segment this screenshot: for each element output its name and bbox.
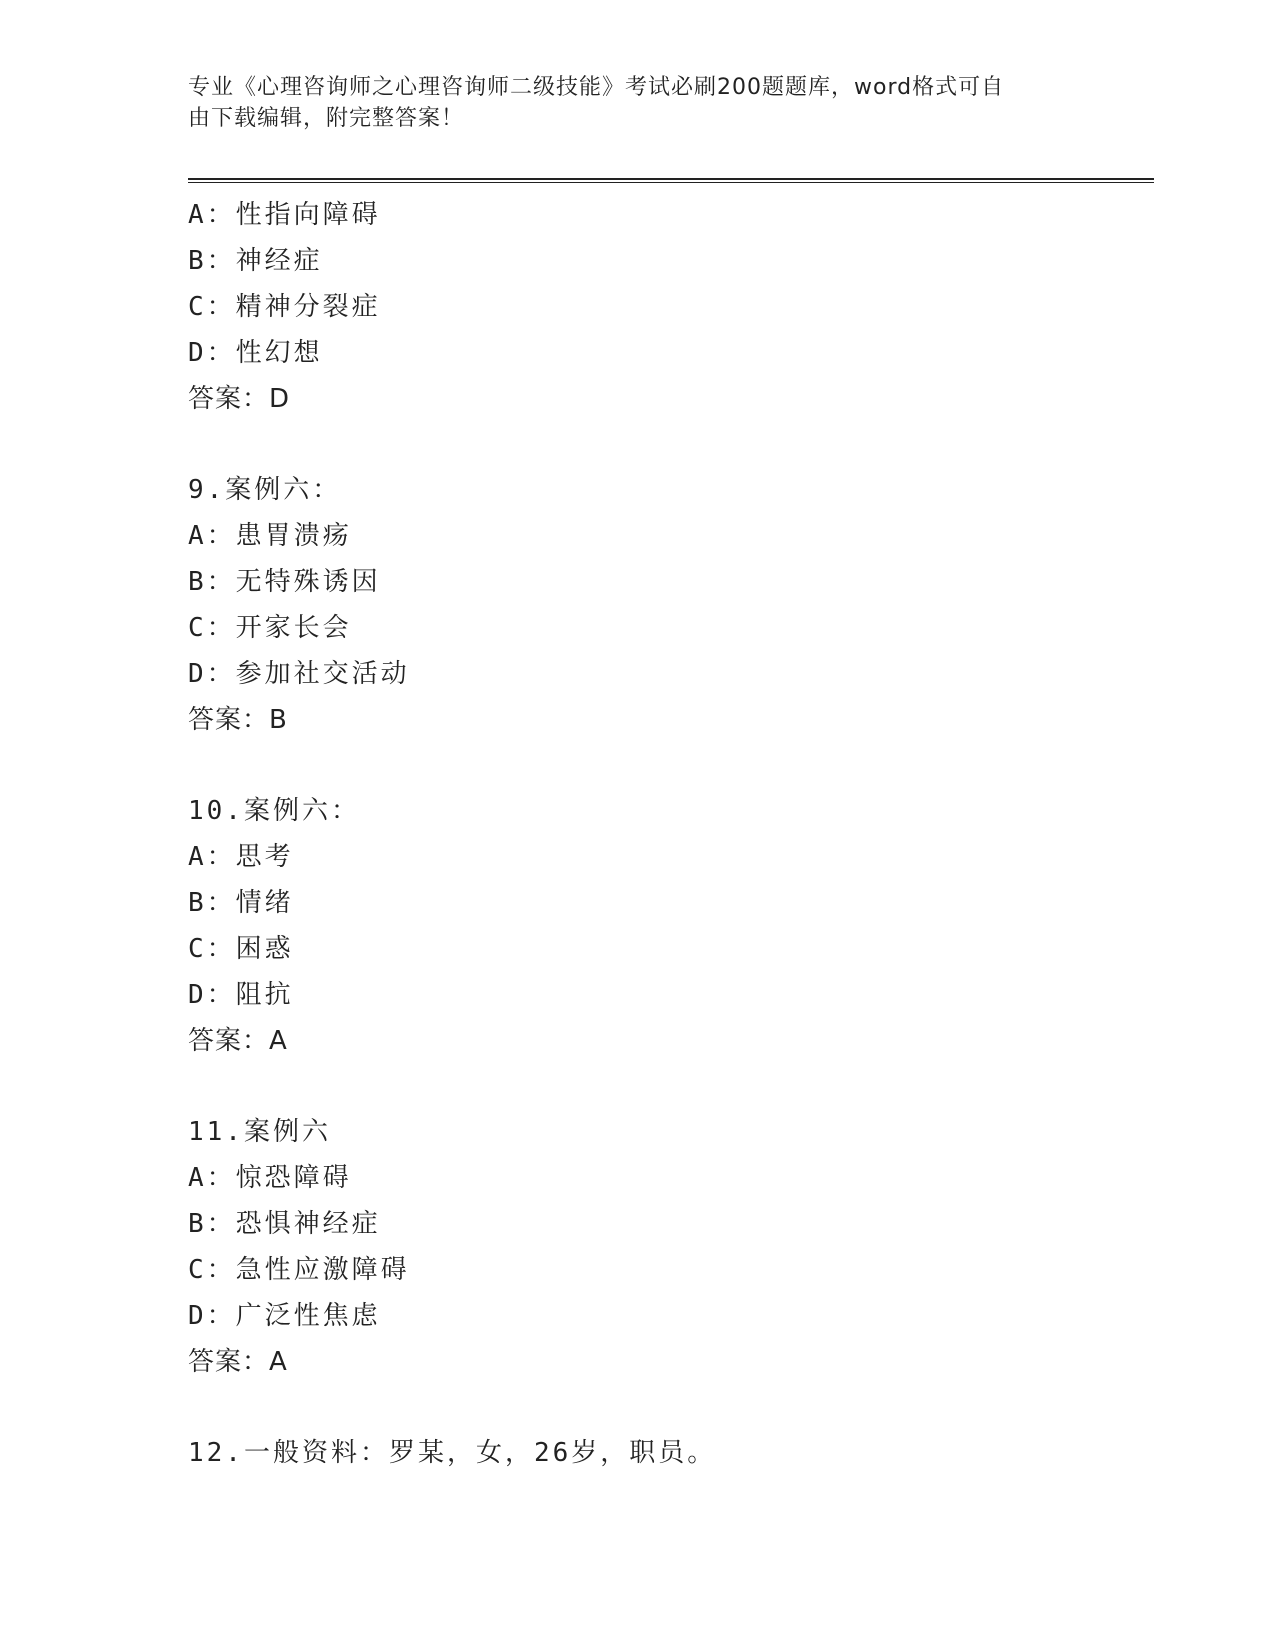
question-title: 9.案例六： (188, 475, 342, 505)
option-a: A：患胃溃疡 (188, 521, 352, 551)
answer: 答案：D (188, 384, 291, 414)
question-10 (188, 788, 1148, 1064)
option-a: A：性指向障碍 (188, 200, 381, 230)
option-d: D：性幻想 (188, 338, 323, 368)
header-divider (188, 178, 1154, 183)
option-c: C：开家长会 (188, 613, 352, 643)
option-a: A：惊恐障碍 (188, 1163, 352, 1193)
option-d: D：广泛性焦虑 (188, 1301, 381, 1331)
option-c: C：精神分裂症 (188, 292, 381, 322)
answer: 答案：A (188, 1347, 288, 1377)
option-c: C：急性应激障碍 (188, 1255, 410, 1285)
question-list (188, 192, 1148, 1476)
question-title: 10.案例六： (188, 796, 360, 826)
option-b: B：恐惧神经症 (188, 1209, 381, 1239)
question-title: 11.案例六 (188, 1117, 331, 1147)
header-line-2: 由下载编辑，附完整答案！ (188, 106, 465, 131)
document-header (188, 72, 1068, 134)
answer: 答案：A (188, 1026, 288, 1056)
question-9 (188, 467, 1148, 743)
option-b: B：神经症 (188, 246, 323, 276)
header-line-1: 专业《心理咨询师之心理咨询师二级技能》考试必刷200题题库，word格式可自 (188, 75, 1005, 100)
question-8 (188, 192, 1148, 422)
question-title: 12.一般资料：罗某，女，26岁，职员。 (188, 1438, 717, 1468)
question-11 (188, 1109, 1148, 1385)
answer: 答案：B (188, 705, 288, 735)
option-a: A：思考 (188, 842, 294, 872)
option-d: D：参加社交活动 (188, 659, 410, 689)
option-d: D：阻抗 (188, 980, 294, 1010)
question-12 (188, 1430, 1148, 1476)
option-b: B：无特殊诱因 (188, 567, 381, 597)
option-b: B：情绪 (188, 888, 294, 918)
option-c: C：困惑 (188, 934, 294, 964)
